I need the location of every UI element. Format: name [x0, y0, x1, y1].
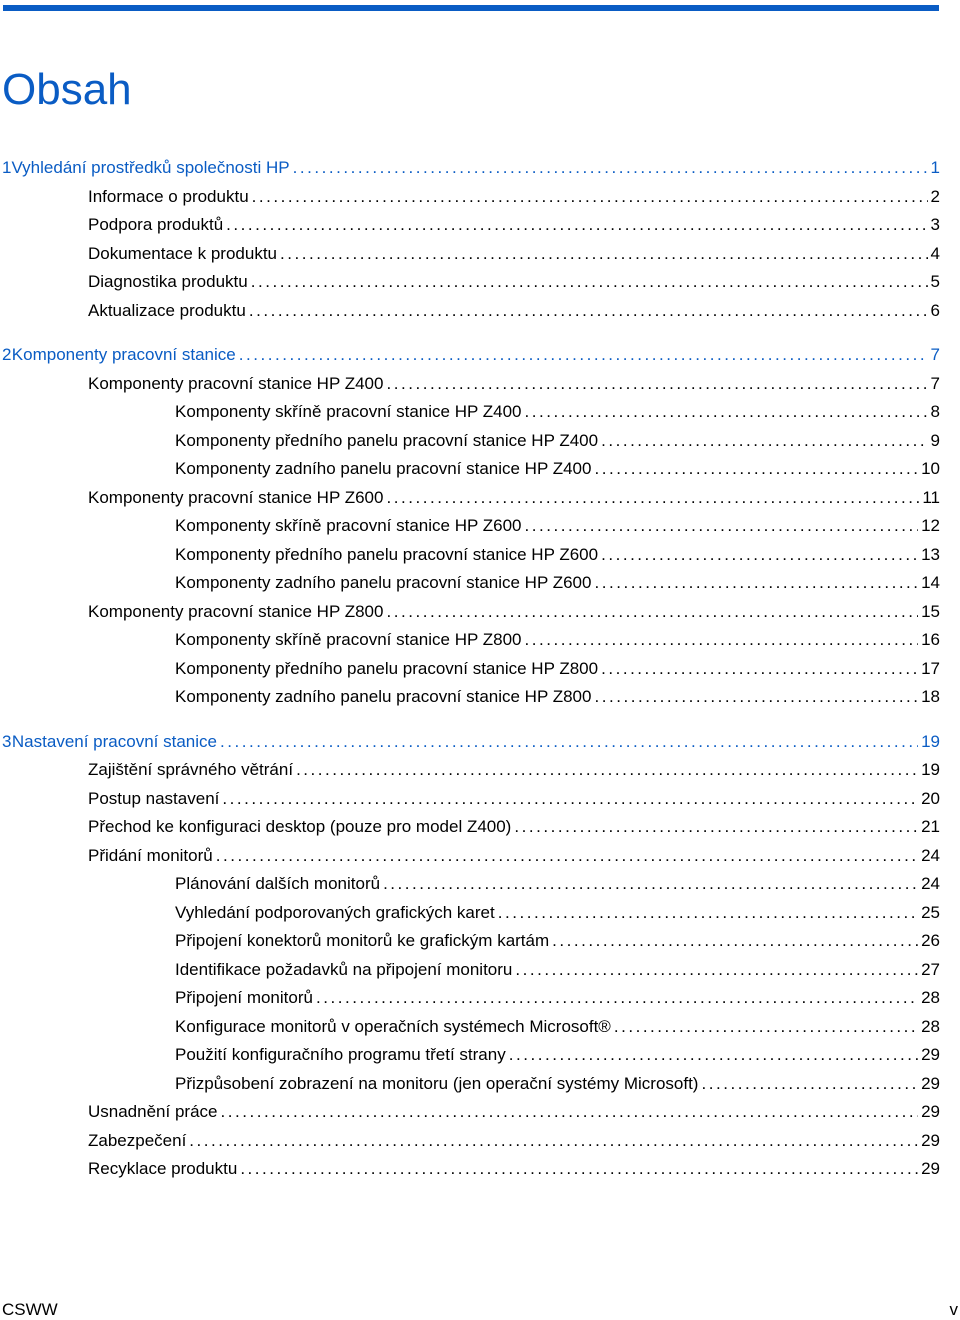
entry-title: Recyklace produktu [88, 1159, 238, 1178]
dot-leader [296, 756, 918, 785]
dot-leader [240, 1155, 918, 1184]
toc-entry-link[interactable] [0, 512, 940, 541]
dot-leader [509, 1041, 918, 1070]
entry-title: Komponenty skříně pracovní stanice HP Z400 [175, 402, 522, 421]
entry-page: 13 [921, 544, 940, 564]
entry-title: Připojení monitorů [175, 988, 313, 1007]
entry-page: 20 [921, 788, 940, 808]
entry-title: Komponenty pracovní stanice HP Z400 [88, 373, 384, 393]
toc-entry-link[interactable] [0, 870, 940, 899]
entry-title: Komponenty skříně pracovní stanice HP Z600 [175, 516, 522, 535]
dot-leader [222, 785, 918, 814]
dot-leader [601, 655, 918, 684]
entry-page: 6 [930, 300, 940, 320]
dot-leader [601, 541, 918, 570]
dot-leader [251, 268, 928, 297]
toc-entry-link[interactable] [0, 268, 940, 297]
entry-page: 16 [921, 630, 940, 649]
entry-title: Komponenty předního panelu pracovní stanice HP Z400 [175, 430, 599, 450]
entry-page: 5 [930, 272, 940, 291]
dot-leader [216, 842, 918, 871]
dot-leader [594, 569, 918, 598]
toc-chapter-link[interactable] [0, 341, 940, 370]
chapter-number: 1 [2, 158, 12, 177]
toc-entry-link[interactable] [0, 813, 940, 842]
entry-page: 15 [921, 601, 940, 621]
toc-entry-link[interactable] [0, 785, 940, 814]
toc-entry-link[interactable] [0, 541, 940, 570]
entry-page: 4 [930, 243, 940, 263]
dot-leader [594, 683, 918, 712]
entry-title: Komponenty zadního panelu pracovní stanice HP Z400 [175, 459, 592, 478]
entry-page: 26 [921, 931, 940, 950]
entry-title: Přechod ke konfiguraci desktop (pouze pro model Z400) [88, 817, 512, 836]
toc-entry-link[interactable] [0, 427, 940, 456]
toc-entry-link[interactable] [0, 1041, 940, 1070]
dot-leader [524, 626, 918, 655]
toc-chapter-link[interactable] [0, 154, 940, 183]
dot-leader [601, 427, 927, 456]
entry-page: 21 [921, 817, 940, 836]
toc-entry-link[interactable] [0, 956, 940, 985]
dot-leader [226, 211, 927, 240]
toc-entry-link[interactable] [0, 756, 940, 785]
entry-title: Komponenty zadního panelu pracovní stanice HP Z800 [175, 687, 592, 706]
section-gap [0, 325, 940, 341]
toc-entry-link[interactable] [0, 569, 940, 598]
entry-page: 24 [921, 874, 940, 893]
dot-leader [614, 1013, 918, 1042]
entry-title: Komponenty předního panelu pracovní stanice HP Z800 [175, 658, 599, 678]
section-gap [0, 712, 940, 728]
dot-leader [239, 341, 928, 370]
entry-page: 29 [921, 1102, 940, 1121]
entry-page: 8 [930, 402, 940, 421]
chapter-page: 7 [930, 345, 940, 364]
toc-entry-link[interactable] [0, 598, 940, 627]
entry-page: 10 [921, 459, 940, 478]
toc-entry-link[interactable] [0, 183, 940, 212]
toc-entry-link[interactable] [0, 1155, 940, 1184]
entry-page: 11 [922, 487, 940, 507]
chapter-title: Nastavení pracovní stanice [11, 731, 217, 751]
toc-entry-link[interactable] [0, 297, 940, 326]
dot-leader [280, 240, 928, 269]
dot-leader [220, 728, 918, 757]
entry-page: 3 [930, 215, 940, 234]
footer-page-number: v [949, 1300, 958, 1319]
chapter-number: 2 [2, 345, 12, 364]
dot-leader [515, 956, 918, 985]
entry-page: 7 [930, 373, 940, 393]
entry-title: Konfigurace monitorů v operačních systémech Microsoft® [175, 1016, 611, 1036]
dot-leader [552, 927, 918, 956]
dot-leader [386, 484, 919, 513]
toc-entry-link[interactable] [0, 1070, 940, 1099]
entry-page: 19 [921, 760, 940, 779]
dot-leader [524, 398, 927, 427]
entry-title: Komponenty pracovní stanice HP Z600 [88, 487, 384, 507]
entry-page: 27 [921, 959, 940, 979]
entry-title: Komponenty předního panelu pracovní stanice HP Z600 [175, 544, 599, 564]
entry-page: 29 [921, 1045, 940, 1064]
toc-entry-link[interactable] [0, 1127, 940, 1156]
toc-entry-link[interactable] [0, 927, 940, 956]
dot-leader [514, 813, 918, 842]
dot-leader [293, 154, 928, 183]
dot-leader [316, 984, 918, 1013]
entry-title: Komponenty zadního panelu pracovní stanice HP Z600 [175, 573, 592, 592]
entry-page: 25 [921, 902, 940, 922]
entry-title: Použití konfiguračního programu třetí strany [175, 1045, 506, 1064]
entry-page: 12 [921, 516, 940, 535]
toc-entry-link[interactable] [0, 655, 940, 684]
toc-chapter [0, 154, 940, 325]
entry-title: Informace o produktu [88, 186, 249, 206]
dot-leader [386, 370, 927, 399]
entry-title: Usnadnění práce [88, 1102, 218, 1121]
entry-title: Identifikace požadavků na připojení monitoru [175, 959, 513, 979]
toc-chapter-link[interactable] [0, 728, 940, 757]
chapter-page: 1 [930, 158, 940, 177]
entry-page: 14 [921, 573, 940, 592]
entry-title: Aktualizace produktu [88, 300, 246, 320]
toc-entry-link[interactable] [0, 984, 940, 1013]
dot-leader [524, 512, 918, 541]
entry-page: 9 [930, 430, 940, 450]
page-title: Obsah [2, 65, 132, 115]
entry-title: Plánování dalších monitorů [175, 874, 381, 893]
chapter-title: Komponenty pracovní stanice [11, 345, 236, 364]
toc-entry-link[interactable] [0, 1013, 940, 1042]
toc-entry-link[interactable] [0, 842, 940, 871]
entry-page: 29 [921, 1073, 940, 1093]
dot-leader [383, 870, 918, 899]
chapter-title: Vyhledání prostředků společnosti HP [11, 158, 290, 177]
header-rule [3, 5, 939, 11]
dot-leader [252, 183, 928, 212]
toc-entry-link[interactable] [0, 455, 940, 484]
toc-chapter [0, 728, 940, 1184]
entry-page: 28 [921, 1016, 940, 1036]
entry-title: Připojení konektorů monitorů ke grafickým kartám [175, 931, 550, 950]
dot-leader [189, 1127, 918, 1156]
toc-chapter [0, 341, 940, 712]
entry-title: Postup nastavení [88, 788, 220, 808]
toc-entry-link[interactable] [0, 398, 940, 427]
toc-entry-link[interactable] [0, 626, 940, 655]
toc-entry-link[interactable] [0, 683, 940, 712]
entry-title: Zajištění správného větrání [88, 760, 294, 779]
entry-title: Přidání monitorů [88, 845, 213, 865]
dot-leader [594, 455, 918, 484]
toc-entry-link[interactable] [0, 240, 940, 269]
entry-page: 17 [921, 658, 940, 678]
entry-page: 29 [921, 1159, 940, 1178]
dot-leader [386, 598, 918, 627]
dot-leader [701, 1070, 918, 1099]
entry-page: 29 [921, 1130, 940, 1150]
entry-page: 24 [921, 845, 940, 865]
entry-title: Podpora produktů [88, 215, 224, 234]
entry-title: Diagnostika produktu [88, 272, 248, 291]
toc-entry-link[interactable] [0, 1098, 940, 1127]
entry-page: 18 [921, 687, 940, 706]
dot-leader [220, 1098, 918, 1127]
entry-title: Zabezpečení [88, 1130, 187, 1150]
entry-title: Komponenty pracovní stanice HP Z800 [88, 601, 384, 621]
footer-doc-code: CSWW [2, 1300, 58, 1319]
dot-leader [249, 297, 928, 326]
toc-entry-link[interactable] [0, 370, 940, 399]
entry-title: Komponenty skříně pracovní stanice HP Z800 [175, 630, 522, 649]
entry-title: Dokumentace k produktu [88, 243, 277, 263]
entry-title: Přizpůsobení zobrazení na monitoru (jen operační systémy Microsoft) [175, 1073, 699, 1093]
chapter-number: 3 [2, 731, 12, 751]
chapter-page: 19 [921, 731, 940, 751]
toc-entry-link[interactable] [0, 484, 940, 513]
toc-entry-link[interactable] [0, 899, 940, 928]
toc-entry-link[interactable] [0, 211, 940, 240]
dot-leader [498, 899, 918, 928]
entry-title: Vyhledání podporovaných grafických karet [175, 902, 495, 922]
entry-page: 28 [921, 988, 940, 1007]
entry-page: 2 [930, 186, 940, 206]
table-of-contents [0, 154, 940, 1184]
